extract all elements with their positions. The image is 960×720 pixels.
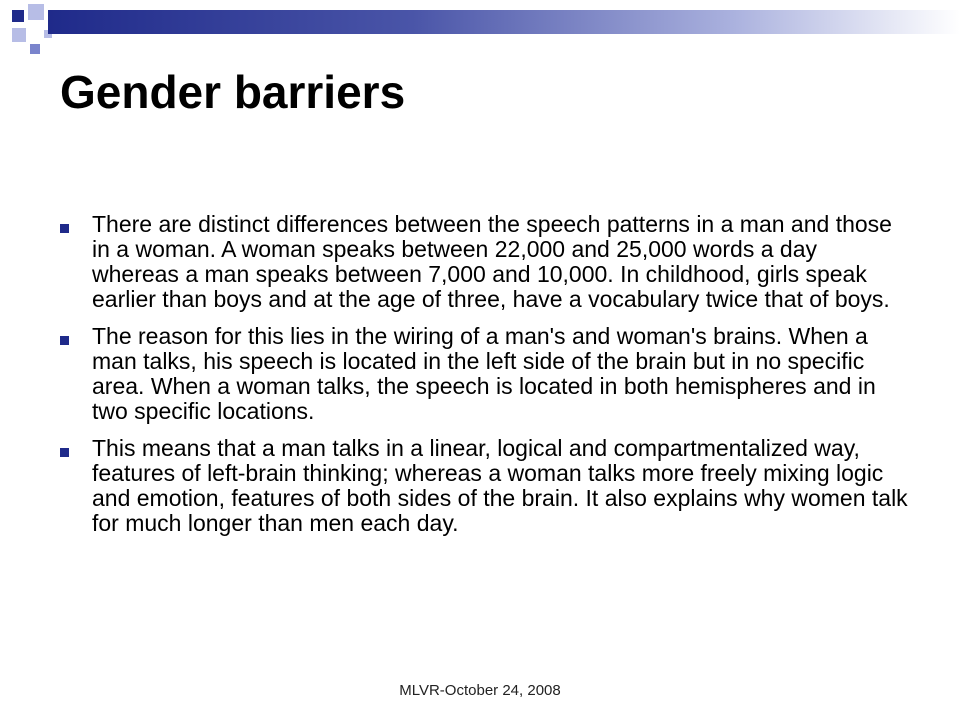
slide-footer: MLVR-October 24, 2008	[399, 682, 561, 699]
square-bullet-icon	[60, 224, 69, 233]
bullet-item	[60, 212, 910, 312]
square-bullet-icon	[60, 448, 69, 457]
decorative-square-dark	[12, 10, 24, 22]
decorative-square-light	[12, 28, 26, 42]
bullet-item	[60, 436, 910, 536]
bullet-item	[60, 324, 910, 424]
decorative-square-light	[28, 4, 44, 20]
bullet-list	[60, 212, 910, 548]
slide-title: Gender barriers	[60, 66, 406, 118]
square-bullet-icon	[60, 336, 69, 345]
header-gradient-band	[48, 10, 960, 34]
decorative-square-mid	[30, 44, 40, 54]
bullet-text: The reason for this lies in the wiring of a man's and woman's brains. When a man talks, his speech is located in the left side of the brain but in no specific area. When a woman talks, the speech is located in both hemispheres and in two specific locations.	[92, 323, 876, 424]
bullet-text: There are distinct differences between the speech patterns in a man and those in a woman. A woman speaks between 22,000 and 25,000 words a day whereas a man speaks between 7,000 and 10,000. In childhood, girls speak earlier than boys and at the age of three, have a vocabulary twice that of boys.	[92, 211, 892, 312]
bullet-text: This means that a man talks in a linear, logical and compartmentalized way, features of left-brain thinking; whereas a woman talks more freely mixing logic and emotion, features of both sides of the brain. It also explains why women talk for much longer than men each day.	[92, 435, 908, 536]
